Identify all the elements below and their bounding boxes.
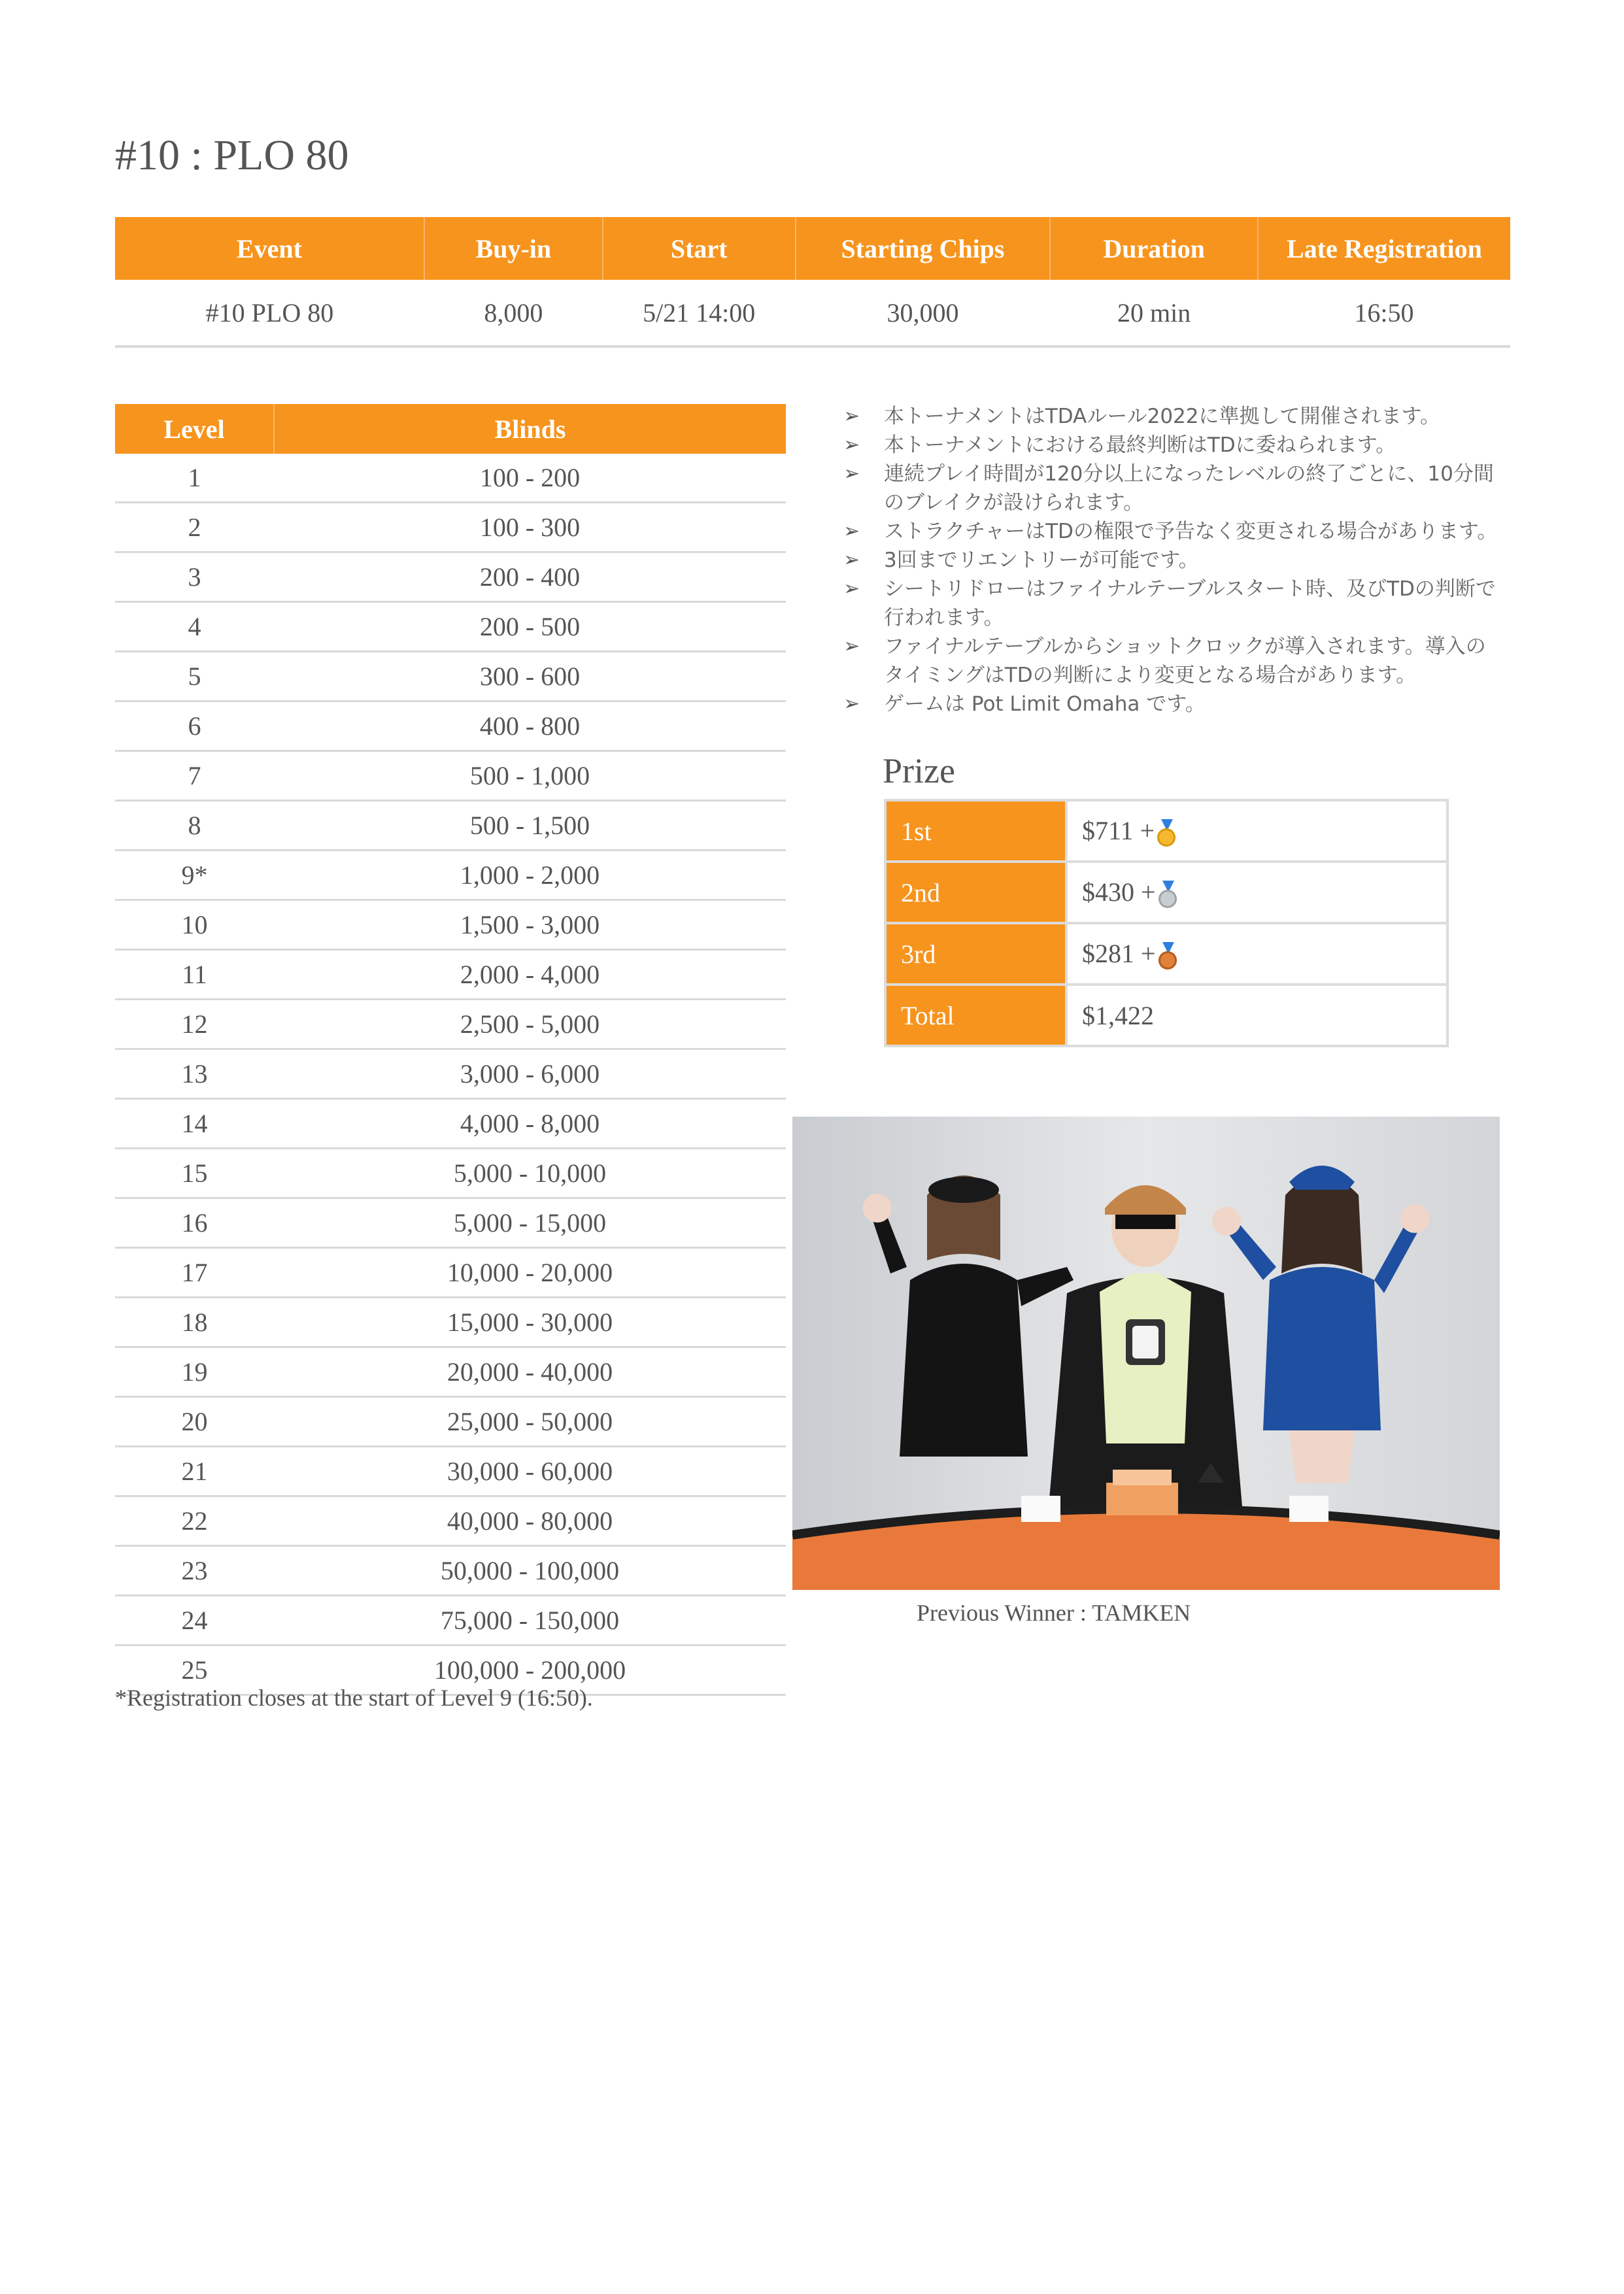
- late-registration-value: 16:50: [1258, 280, 1510, 346]
- arrow-bullet-icon: ➢: [843, 405, 860, 428]
- rules-list: [843, 402, 1504, 718]
- prize-row: [885, 923, 1447, 985]
- blinds-row: [115, 602, 786, 652]
- level-cell: 25: [115, 1645, 274, 1695]
- blinds-table-header: [115, 404, 786, 454]
- level-cell: 18: [115, 1298, 274, 1347]
- blinds-row: [115, 503, 786, 552]
- level-cell: 10: [115, 900, 274, 950]
- blinds-row: [115, 1149, 786, 1198]
- rule-item: [843, 690, 1504, 718]
- level-cell: 23: [115, 1546, 274, 1596]
- arrow-bullet-icon: ➢: [843, 577, 860, 600]
- blinds-row: [115, 1198, 786, 1248]
- prize-title: Prize: [883, 751, 955, 790]
- duration-value: 20 min: [1050, 280, 1257, 346]
- rule-item: [843, 431, 1504, 460]
- prize-amount: $1,422: [1082, 1000, 1154, 1030]
- blinds-cell: 100,000 - 200,000: [274, 1645, 786, 1695]
- blinds-row: [115, 652, 786, 701]
- blinds-cell: 200 - 400: [274, 552, 786, 602]
- silver-medal-icon: [1159, 881, 1178, 908]
- blinds-row: [115, 1546, 786, 1596]
- rule-text: ストラクチャーはTDの権限で予告なく変更される場合があります。: [884, 520, 1498, 543]
- level-cell: 9*: [115, 851, 274, 900]
- rule-item: [843, 632, 1504, 690]
- level-cell: 7: [115, 751, 274, 801]
- blinds-table-body: [115, 454, 786, 1695]
- level-cell: 15: [115, 1149, 274, 1198]
- level-cell: 19: [115, 1347, 274, 1397]
- level-cell: 22: [115, 1496, 274, 1546]
- level-cell: 1: [115, 454, 274, 503]
- prize-place: Total: [885, 985, 1066, 1046]
- rule-text: ファイナルテーブルからショットクロックが導入されます。導入のタイミングはTDの判断により変更となる場合があります。: [884, 635, 1486, 687]
- level-cell: 6: [115, 701, 274, 751]
- arrow-bullet-icon: ➢: [843, 635, 860, 658]
- arrow-bullet-icon: ➢: [843, 520, 860, 543]
- blinds-row: [115, 1596, 786, 1645]
- blinds-row: [115, 900, 786, 950]
- starting-chips-header: Starting Chips: [796, 217, 1051, 280]
- rule-text: シートリドローはファイナルテーブルスタート時、及びTDの判断で行われます。: [884, 577, 1496, 630]
- level-cell: 4: [115, 602, 274, 652]
- blinds-cell: 5,000 - 15,000: [274, 1198, 786, 1248]
- blinds-cell: 3,000 - 6,000: [274, 1049, 786, 1099]
- registration-note: *Registration closes at the start of Level 9 (16:50).: [115, 1685, 593, 1711]
- event-table-header: [115, 217, 1510, 280]
- blinds-cell: 1,000 - 2,000: [274, 851, 786, 900]
- blinds-row: [115, 454, 786, 503]
- blinds-row: [115, 1099, 786, 1149]
- level-cell: 11: [115, 950, 274, 1000]
- prize-amount: $281 +: [1082, 938, 1156, 968]
- rule-text: ゲームは Pot Limit Omaha です。: [884, 692, 1206, 716]
- blinds-row: [115, 1397, 786, 1447]
- blinds-cell: 75,000 - 150,000: [274, 1596, 786, 1645]
- blinds-cell: 2,500 - 5,000: [274, 1000, 786, 1049]
- blinds-row: [115, 552, 786, 602]
- blinds-row: [115, 1347, 786, 1397]
- blinds-cell: 400 - 800: [274, 701, 786, 751]
- starting-chips-value: 30,000: [796, 280, 1051, 346]
- rule-text: 本トーナメントはTDAルール2022に準拠して開催されます。: [884, 405, 1441, 428]
- prize-place: 3rd: [885, 923, 1066, 985]
- rule-text: 3回までリエントリーが可能です。: [884, 548, 1199, 572]
- previous-winner-photo: [792, 1117, 1500, 1590]
- level-cell: 8: [115, 801, 274, 851]
- start-value: 5/21 14:00: [603, 280, 796, 346]
- blinds-row: [115, 1000, 786, 1049]
- prize-table: [884, 799, 1449, 1047]
- blinds-cell: 15,000 - 30,000: [274, 1298, 786, 1347]
- page-title: #10 : PLO 80: [115, 131, 349, 179]
- blinds-row: [115, 751, 786, 801]
- rule-item: [843, 517, 1504, 546]
- blinds-cell: 2,000 - 4,000: [274, 950, 786, 1000]
- rule-text: 連続プレイ時間が120分以上になったレベルの終了ごとに、10分間のブレイクが設けられます。: [884, 462, 1494, 514]
- blinds-cell: 200 - 500: [274, 602, 786, 652]
- prize-place: 2nd: [885, 862, 1066, 923]
- prize-amount-cell: [1066, 923, 1447, 985]
- blinds-cell: 5,000 - 10,000: [274, 1149, 786, 1198]
- rule-item: [843, 402, 1504, 431]
- blinds-cell: 40,000 - 80,000: [274, 1496, 786, 1546]
- prize-amount: $430 +: [1082, 877, 1156, 907]
- level-cell: 16: [115, 1198, 274, 1248]
- prize-amount-cell: [1066, 800, 1447, 862]
- blinds-row: [115, 801, 786, 851]
- blinds-header: Blinds: [274, 404, 786, 454]
- level-cell: 21: [115, 1447, 274, 1496]
- prize-row: [885, 862, 1447, 923]
- blinds-row: [115, 950, 786, 1000]
- level-cell: 17: [115, 1248, 274, 1298]
- blinds-cell: 100 - 200: [274, 454, 786, 503]
- blinds-cell: 100 - 300: [274, 503, 786, 552]
- arrow-bullet-icon: ➢: [843, 462, 860, 485]
- blinds-cell: 20,000 - 40,000: [274, 1347, 786, 1397]
- blinds-cell: 50,000 - 100,000: [274, 1546, 786, 1596]
- level-cell: 13: [115, 1049, 274, 1099]
- prize-row: [885, 985, 1447, 1046]
- blinds-cell: 30,000 - 60,000: [274, 1447, 786, 1496]
- late-registration-header: Late Registration: [1258, 217, 1510, 280]
- level-cell: 24: [115, 1596, 274, 1645]
- prize-amount-cell: [1066, 862, 1447, 923]
- gold-medal-icon: [1157, 819, 1177, 847]
- event-header: Event: [115, 217, 424, 280]
- prize-row: [885, 800, 1447, 862]
- rule-item: [843, 575, 1504, 632]
- level-cell: 12: [115, 1000, 274, 1049]
- event-table-row: [115, 280, 1510, 346]
- bronze-medal-icon: [1159, 942, 1178, 970]
- blinds-row: [115, 1049, 786, 1099]
- blinds-cell: 4,000 - 8,000: [274, 1099, 786, 1149]
- rule-item: [843, 546, 1504, 575]
- blinds-cell: 500 - 1,000: [274, 751, 786, 801]
- blinds-row: [115, 1298, 786, 1347]
- blinds-row: [115, 1447, 786, 1496]
- blinds-table: [115, 404, 786, 1696]
- level-cell: 2: [115, 503, 274, 552]
- blinds-row: [115, 1248, 786, 1298]
- blinds-row: [115, 851, 786, 900]
- start-header: Start: [603, 217, 796, 280]
- event-table: [115, 217, 1510, 348]
- level-cell: 5: [115, 652, 274, 701]
- rule-item: [843, 460, 1504, 517]
- blinds-cell: 300 - 600: [274, 652, 786, 701]
- photo-caption: Previous Winner : TAMKEN: [917, 1600, 1191, 1626]
- buy-in-value: 8,000: [424, 280, 603, 346]
- level-cell: 3: [115, 552, 274, 602]
- event-value: #10 PLO 80: [115, 280, 424, 346]
- rule-text: 本トーナメントにおける最終判断はTDに委ねられます。: [884, 433, 1396, 457]
- blinds-row: [115, 701, 786, 751]
- level-cell: 14: [115, 1099, 274, 1149]
- level-cell: 20: [115, 1397, 274, 1447]
- blinds-cell: 10,000 - 20,000: [274, 1248, 786, 1298]
- buy-in-header: Buy-in: [424, 217, 603, 280]
- prize-amount-cell: [1066, 985, 1447, 1046]
- blinds-cell: 1,500 - 3,000: [274, 900, 786, 950]
- blinds-cell: 500 - 1,500: [274, 801, 786, 851]
- arrow-bullet-icon: ➢: [843, 433, 860, 456]
- prize-place: 1st: [885, 800, 1066, 862]
- level-header: Level: [115, 404, 274, 454]
- blinds-cell: 25,000 - 50,000: [274, 1397, 786, 1447]
- prize-amount: $711 +: [1082, 815, 1155, 845]
- arrow-bullet-icon: ➢: [843, 548, 860, 571]
- blinds-row: [115, 1496, 786, 1546]
- arrow-bullet-icon: ➢: [843, 692, 860, 715]
- duration-header: Duration: [1050, 217, 1257, 280]
